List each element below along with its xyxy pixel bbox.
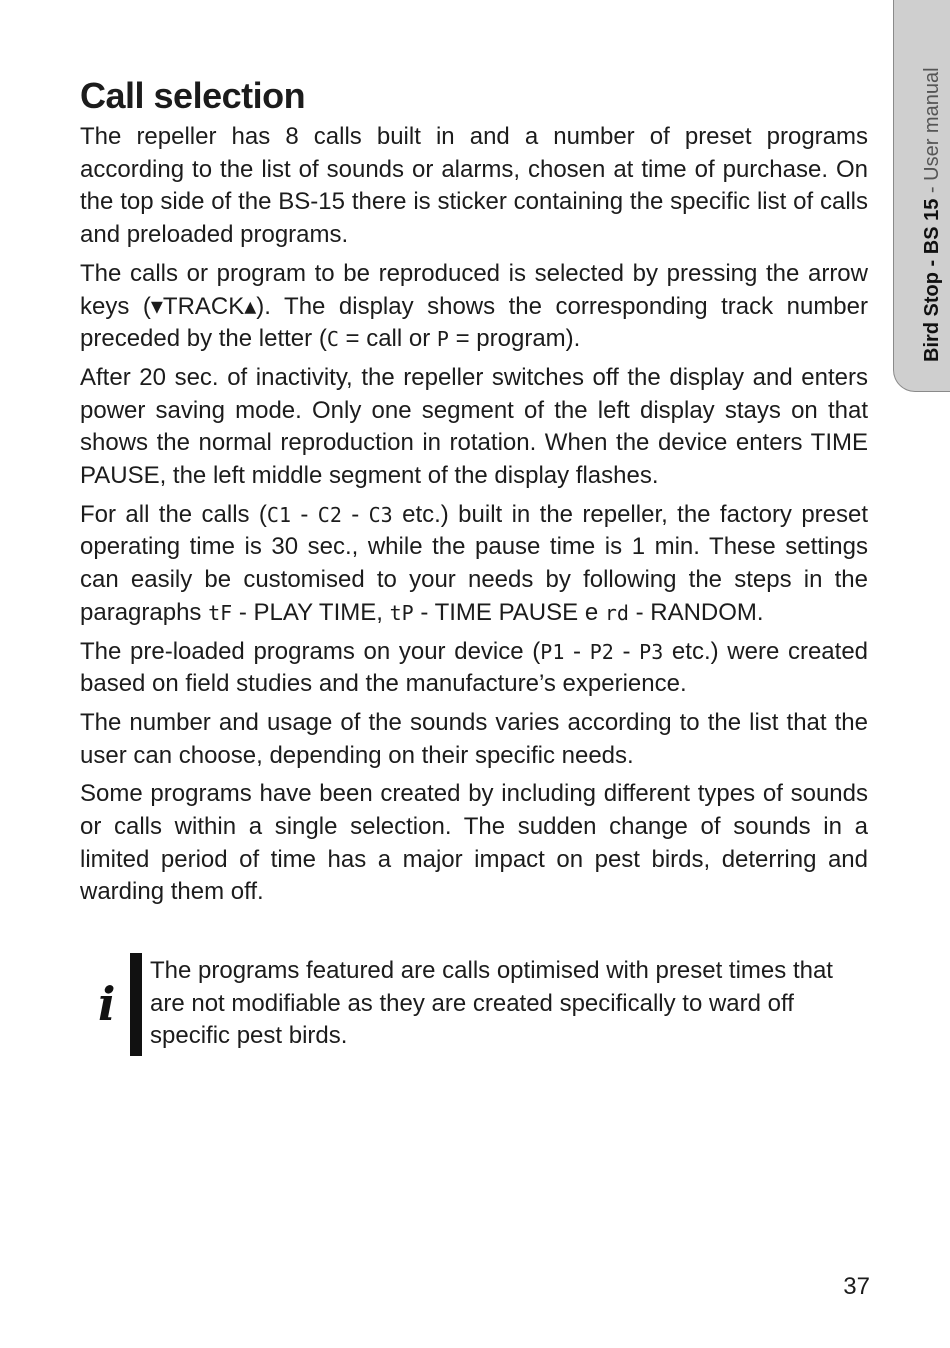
paragraph-programs: Some programs have been created by including different types of sounds or calls within a single selection. The sudden change of sounds in a limited period of time has a major impact on pest birds, deterring and warding them off. [80,780,868,906]
display-code-rd: rd [604,600,629,625]
text: = call or [338,325,437,353]
paragraph-inactivity: After 20 sec. of inactivity, the repeller switches off the display and enters power saving mode. Only one segment of the left display stays on that shows the normal reproduction in rotation. When the device enters TIME PAUSE, the left middle segment of the display flashes. [80,363,868,490]
text: - TIME PAUSE e [413,598,605,626]
paragraph-sound-usage: The number and usage of the sounds varies according to the list that the user can choose, depending on their specific needs. [80,708,868,769]
side-tab-separator: - [921,180,943,199]
text: etc.) built in the repeller, the factory preset operating time is 30 sec., while the pause time is 1 min. These settings can easily be customised to your needs by following the steps in the paragraphs [80,500,869,626]
text: - [613,637,640,665]
text: For all the calls ( [80,500,267,528]
display-code-c1: C1 [266,502,292,527]
page-title: Call selection [80,75,306,116]
text: The pre-loaded programs on your device ( [80,637,541,665]
paragraph-track-selection [80,258,868,356]
text: = program). [448,325,581,353]
paragraph-factory-preset [80,499,868,630]
info-note [98,953,868,1063]
display-code-p: P [436,327,449,352]
display-code-c2: C2 [317,502,342,527]
text: etc.) were created based on field studies and the manufacture’s experience. [80,637,869,698]
text: - [291,500,318,528]
display-code-p3: P3 [639,639,664,664]
text: - [564,637,590,665]
track-label: TRACK [162,292,245,320]
side-tab-brand: Bird Stop - BS 15 [921,198,943,362]
body-text [80,121,868,915]
side-tab-subtitle: User manual [921,67,943,181]
paragraph-intro: The repeller has 8 calls built in and a number of preset programs according to the list of sounds or alarms, chosen at time of purchase. On the top side of the BS-15 there is sticker containing the specific list of calls and preloaded programs. [80,123,868,249]
text: The calls or program to be reproduced is selected by pressing the arrow keys ( [80,259,868,320]
text: - [341,500,369,528]
text: - RANDOM. [628,598,764,626]
side-tab-label [922,67,942,362]
text: ). The display shows the corresponding track number preceded by the letter ( [80,292,868,353]
display-code-c3: C3 [368,502,393,527]
text: - PLAY TIME, [232,598,390,626]
note-divider [130,953,142,1056]
arrow-down-icon: ▾ [150,292,163,320]
display-code-p2: P2 [589,639,614,664]
info-icon: i [98,977,116,1031]
page-number: 37 [843,1273,870,1300]
paragraph-preloaded-programs [80,636,868,701]
display-code-p1: P1 [540,639,565,664]
display-code-tp: tP [389,600,414,625]
display-code-c: C [326,327,339,352]
note-text: The programs featured are calls optimised with preset times that are not modifiable as they are created specifically to ward off specific pest birds. [150,957,833,1050]
arrow-up-icon: ▴ [244,292,257,320]
side-tab [893,0,950,392]
display-code-tf: tF [208,600,233,625]
